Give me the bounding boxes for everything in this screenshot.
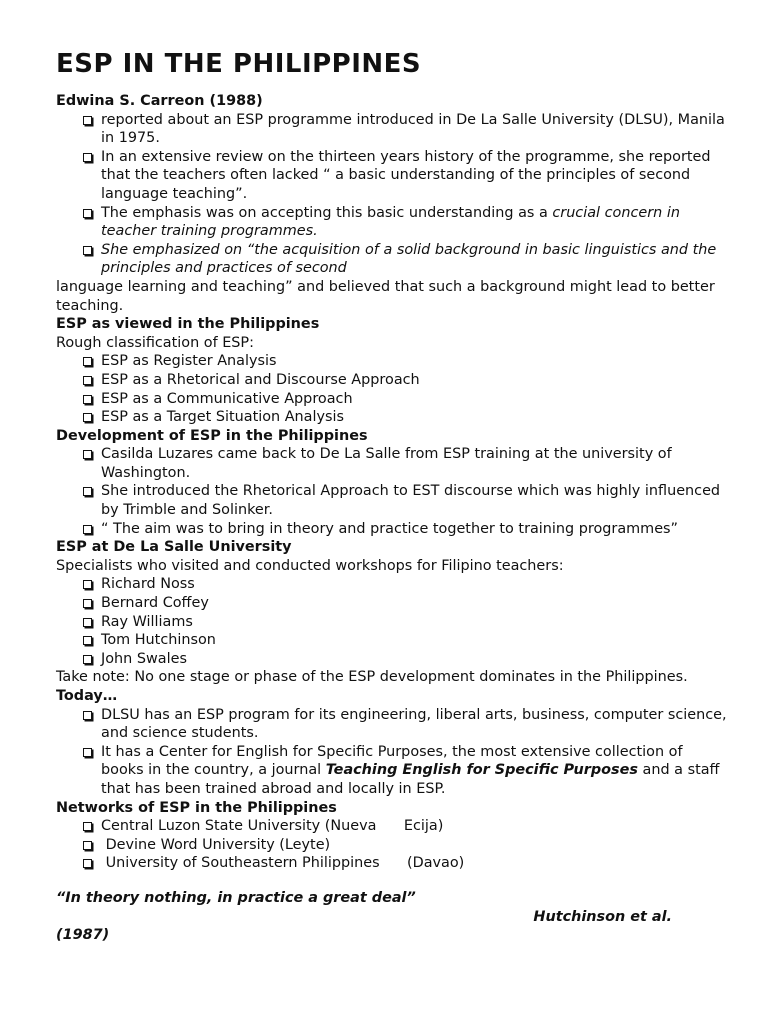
list-item: “ The aim was to bring in theory and practice together to training programmes” bbox=[56, 520, 728, 539]
checkbox-bullet-icon bbox=[83, 748, 92, 757]
list-item: ESP as a Communicative Approach bbox=[56, 390, 728, 409]
list-item: In an extensive review on the thirteen years history of the programme, she reported that the teachers often lacked “ a basic understanding of the principles of second language teaching”. bbox=[56, 148, 728, 204]
list-item: She introduced the Rhetorical Approach to EST discourse which was highly influenced by Trimble and Solinker. bbox=[56, 482, 728, 519]
quote-year: (1987) bbox=[56, 927, 110, 944]
checkbox-bullet-icon bbox=[83, 841, 92, 850]
development-list bbox=[56, 445, 728, 538]
checkbox-bullet-icon bbox=[83, 395, 92, 404]
list-item: She emphasized on “the acquisition of a solid background in basic linguistics and the principles and practices of second bbox=[56, 241, 728, 278]
specialists-list bbox=[56, 575, 728, 668]
list-item: ESP as a Rhetorical and Discourse Approach bbox=[56, 371, 728, 390]
closing-quote: “In theory nothing, in practice a great deal” bbox=[56, 889, 416, 906]
list-item: Bernard Coffey bbox=[56, 594, 728, 613]
checkbox-bullet-icon bbox=[83, 859, 92, 868]
checkbox-bullet-icon bbox=[83, 209, 92, 218]
list-item: Devine Word University (Leyte) bbox=[56, 836, 728, 855]
checkbox-bullet-icon bbox=[83, 357, 92, 366]
list-item: Casilda Luzares came back to De La Salle from ESP training at the university of Washington. bbox=[56, 445, 728, 482]
checkbox-bullet-icon bbox=[83, 599, 92, 608]
take-note: Take note: No one stage or phase of the ESP development dominates in the Philippines. bbox=[56, 669, 688, 686]
list-item: ESP as Register Analysis bbox=[56, 352, 728, 371]
section-heading-development: Development of ESP in the Philippines bbox=[56, 427, 368, 444]
checkbox-bullet-icon bbox=[83, 153, 92, 162]
list-item: John Swales bbox=[56, 650, 728, 669]
section-heading-today: Today… bbox=[56, 688, 118, 704]
paragraph-continuation: language learning and teaching” and believed that such a background might lead to better teaching. bbox=[56, 278, 715, 314]
checkbox-bullet-icon bbox=[83, 636, 92, 645]
checkbox-bullet-icon bbox=[83, 487, 92, 496]
list-item: The emphasis was on accepting this basic understanding as a crucial concern in teacher training programmes. bbox=[56, 204, 728, 241]
checkbox-bullet-icon bbox=[83, 246, 92, 255]
list-item: Central Luzon State University (Nueva Ecija) bbox=[56, 817, 728, 836]
list-item: Tom Hutchinson bbox=[56, 631, 728, 650]
section-heading-networks: Networks of ESP in the Philippines bbox=[56, 799, 337, 816]
carreon-list bbox=[56, 111, 728, 278]
list-item: DLSU has an ESP program for its engineering, liberal arts, business, computer science, and science students. bbox=[56, 706, 728, 743]
checkbox-bullet-icon bbox=[83, 655, 92, 664]
checkbox-bullet-icon bbox=[83, 116, 92, 125]
list-item: University of Southeastern Philippines (Davao) bbox=[56, 854, 728, 873]
classification-list bbox=[56, 352, 728, 426]
section-heading-dlsu: ESP at De La Salle University bbox=[56, 539, 292, 556]
page-title: ESP IN THE PHILIPPINES bbox=[56, 49, 422, 79]
section-heading-viewed: ESP as viewed in the Philippines bbox=[56, 316, 320, 333]
checkbox-bullet-icon bbox=[83, 822, 92, 831]
list-item: It has a Center for English for Specific Purposes, the most extensive collection of books in the country, a journal Teaching English for Specific Purposes and a staff that has been trained abroad and locally in ESP. bbox=[56, 743, 728, 799]
checkbox-bullet-icon bbox=[83, 525, 92, 534]
checkbox-bullet-icon bbox=[83, 618, 92, 627]
list-item: ESP as a Target Situation Analysis bbox=[56, 408, 728, 427]
list-item: reported about an ESP programme introduced in De La Salle University (DLSU), Manila in 1975. bbox=[56, 111, 728, 148]
list-item: Richard Noss bbox=[56, 575, 728, 594]
checkbox-bullet-icon bbox=[83, 450, 92, 459]
list-item: Ray Williams bbox=[56, 613, 728, 632]
specialists-intro: Specialists who visited and conducted workshops for Filipino teachers: bbox=[56, 557, 564, 574]
journal-title: Teaching English for Specific Purposes bbox=[325, 762, 638, 779]
quote-attribution: Hutchinson et al. bbox=[533, 908, 672, 925]
networks-list bbox=[56, 817, 728, 873]
classification-intro: Rough classification of ESP: bbox=[56, 334, 254, 351]
checkbox-bullet-icon bbox=[83, 711, 92, 720]
section-heading-carreon: Edwina S. Carreon (1988) bbox=[56, 93, 263, 109]
checkbox-bullet-icon bbox=[83, 580, 92, 589]
today-list bbox=[56, 706, 728, 799]
checkbox-bullet-icon bbox=[83, 413, 92, 422]
checkbox-bullet-icon bbox=[83, 376, 92, 385]
